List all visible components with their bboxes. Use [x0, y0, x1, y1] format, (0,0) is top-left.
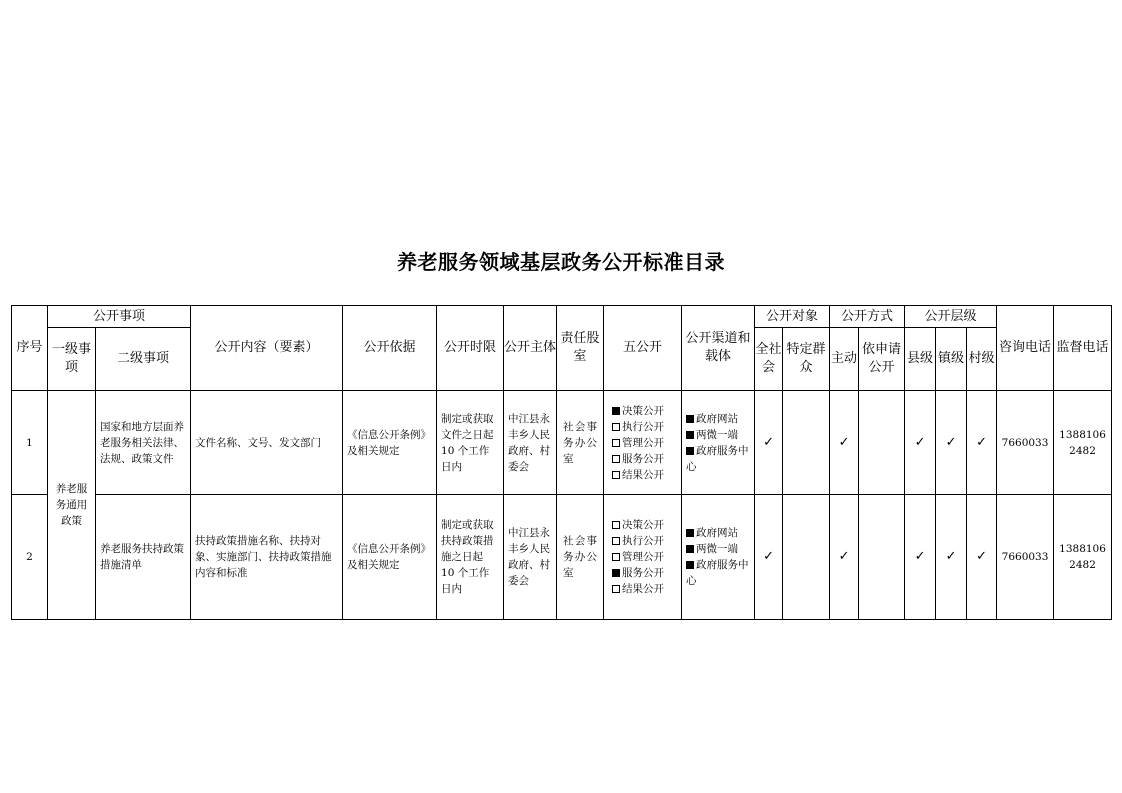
col-level-town-header: 镇级 — [936, 328, 967, 391]
level2-item: 国家和地方层面养老服务相关法律、法规、政策文件 — [96, 391, 191, 495]
checkbox-icon — [612, 439, 620, 447]
col-time-limit-header: 公开时限 — [437, 306, 504, 391]
col-consult-phone-header: 咨询电话 — [997, 306, 1054, 391]
row-seq: 1 — [12, 391, 48, 495]
col-mode-group-header: 公开方式 — [830, 306, 905, 328]
five-open-item: 结果公开 — [612, 581, 681, 597]
check-mark: ✓ — [830, 391, 859, 495]
col-level2-header: 二级事项 — [96, 328, 191, 391]
col-mode-apply-header: 依申请公开 — [859, 328, 905, 391]
col-level1-header: 一级事项 — [48, 328, 96, 391]
table-row — [12, 391, 1112, 495]
five-open-item: 决策公开 — [612, 403, 681, 419]
col-supervise-phone-header: 监督电话 — [1054, 306, 1112, 391]
check-mark — [783, 495, 830, 620]
subject-cell: 中江县永丰乡人民政府、村委会 — [504, 495, 557, 620]
check-mark: ✓ — [755, 495, 783, 620]
col-target-specific-header: 特定群众 — [783, 328, 830, 391]
five-open-item: 服务公开 — [612, 451, 681, 467]
supervise-phone: 13881062482 — [1054, 495, 1112, 620]
basis-cell: 《信息公开条例》及相关规定 — [343, 495, 437, 620]
consult-phone: 7660033 — [997, 495, 1054, 620]
checkbox-icon — [612, 569, 620, 577]
content-cell: 文件名称、文号、发文部门 — [191, 391, 343, 495]
col-content-header: 公开内容（要素） — [191, 306, 343, 391]
check-mark: ✓ — [830, 495, 859, 620]
check-mark — [859, 391, 905, 495]
catalog-table — [11, 305, 1112, 620]
supervise-phone: 13881062482 — [1054, 391, 1112, 495]
check-mark: ✓ — [967, 495, 997, 620]
checkbox-icon — [686, 447, 694, 455]
channel-cell: 政府网站 两微一端 政府服务中心 — [682, 391, 755, 495]
five-open-item: 服务公开 — [612, 565, 681, 581]
five-open-item: 决策公开 — [612, 517, 681, 533]
five-open-item: 管理公开 — [612, 549, 681, 565]
five-open-item: 结果公开 — [612, 467, 681, 483]
subject-cell: 中江县永丰乡人民政府、村委会 — [504, 391, 557, 495]
basis-cell: 《信息公开条例》及相关规定 — [343, 391, 437, 495]
col-target-all-header: 全社会 — [755, 328, 783, 391]
checkbox-icon — [686, 561, 694, 569]
row-seq: 2 — [12, 495, 48, 620]
col-seq-header: 序号 — [12, 306, 48, 391]
time-limit-cell: 制定或获取扶持政策措施之日起 10 个工作日内 — [437, 495, 504, 620]
check-mark: ✓ — [755, 391, 783, 495]
dept-cell: 社会事务办公室 — [557, 495, 604, 620]
col-items-group-header: 公开事项 — [48, 306, 191, 328]
dept-cell: 社会事务办公室 — [557, 391, 604, 495]
check-mark — [783, 391, 830, 495]
five-open-item: 执行公开 — [612, 419, 681, 435]
col-five-open-header: 五公开 — [604, 306, 682, 391]
header-row-top — [12, 306, 1112, 328]
check-mark — [859, 495, 905, 620]
checkbox-icon — [686, 415, 694, 423]
checkbox-icon — [686, 529, 694, 537]
col-dept-header: 责任股室 — [557, 306, 604, 391]
checkbox-icon — [612, 521, 620, 529]
check-mark: ✓ — [905, 391, 936, 495]
checkbox-icon — [612, 407, 620, 415]
checkbox-icon — [612, 423, 620, 431]
channel-cell: 政府网站 两微一端 政府服务中心 — [682, 495, 755, 620]
col-level-village-header: 村级 — [967, 328, 997, 391]
col-level-county-header: 县级 — [905, 328, 936, 391]
page-title: 养老服务领域基层政务公开标准目录 — [397, 250, 725, 274]
col-target-group-header: 公开对象 — [755, 306, 830, 328]
table-row — [12, 495, 1112, 620]
consult-phone: 7660033 — [997, 391, 1054, 495]
checkbox-icon — [686, 431, 694, 439]
col-subject-header: 公开主体 — [504, 306, 557, 391]
level2-item: 养老服务扶持政策措施清单 — [96, 495, 191, 620]
col-basis-header: 公开依据 — [343, 306, 437, 391]
col-channel-header: 公开渠道和载体 — [682, 306, 755, 391]
check-mark: ✓ — [905, 495, 936, 620]
checkbox-icon — [686, 545, 694, 553]
check-mark: ✓ — [936, 495, 967, 620]
five-open-item: 管理公开 — [612, 435, 681, 451]
col-mode-active-header: 主动 — [830, 328, 859, 391]
five-open-cell — [604, 391, 682, 495]
five-open-cell — [604, 495, 682, 620]
level1-item: 养老服务通用政策 — [48, 391, 96, 620]
checkbox-icon — [612, 585, 620, 593]
content-cell: 扶持政策措施名称、扶持对象、实施部门、扶持政策措施内容和标准 — [191, 495, 343, 620]
check-mark: ✓ — [936, 391, 967, 495]
time-limit-cell: 制定或获取文件之日起 10 个工作日内 — [437, 391, 504, 495]
checkbox-icon — [612, 471, 620, 479]
checkbox-icon — [612, 537, 620, 545]
col-level-group-header: 公开层级 — [905, 306, 997, 328]
checkbox-icon — [612, 455, 620, 463]
five-open-item: 执行公开 — [612, 533, 681, 549]
checkbox-icon — [612, 553, 620, 561]
check-mark: ✓ — [967, 391, 997, 495]
